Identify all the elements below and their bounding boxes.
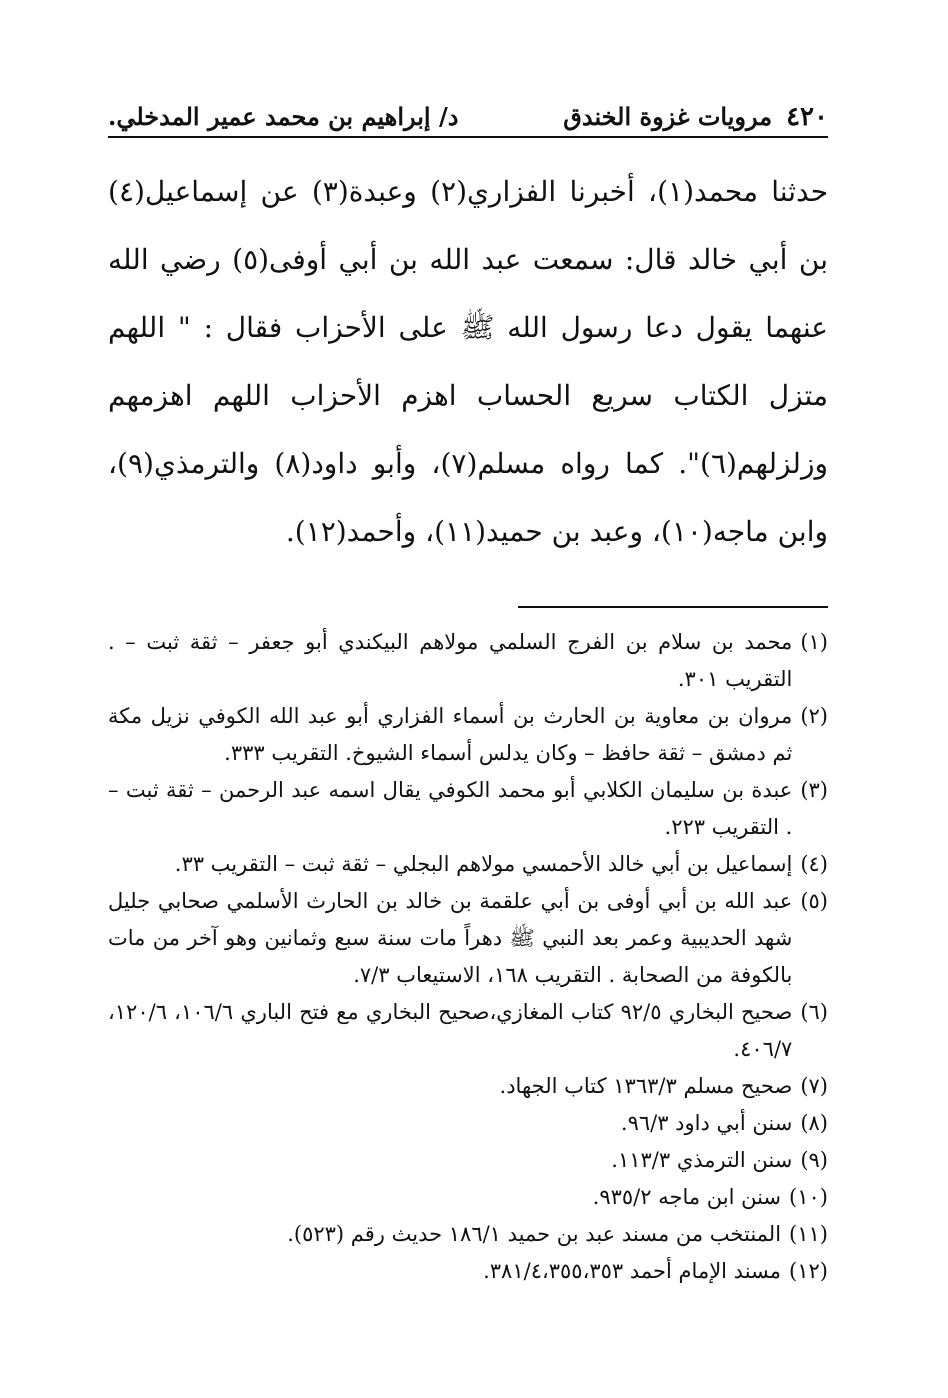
footnote-item	[108, 1253, 828, 1290]
footnote-item	[108, 883, 828, 994]
footnote-item	[108, 698, 828, 772]
main-text: حدثنا محمد(١)، أخبرنا الفزاري(٢) وعبدة(٣) عن إسماعيل(٤) بن أبي خالد قال: سمعت عبد الله بن أبي أوفى(٥) رضي الله عنهما يقول دعا رسول الله ﷺ على الأحزاب فقال : " اللهم متزل الكتاب سريع الحساب اهزم الأحزاب اللهم اهزمهم وزلزلهم(٦)". كما رواه مسلم(٧)، وأبو داود(٨) والترمذي(٩)، وابن ماجه(١٠)، وعبد بن حميد(١١)، وأحمد(١٢).	[108, 175, 829, 548]
footnote-text: مسند الإمام أحمد ٣٨١/٤،٣٥٥،٣٥٣.	[483, 1259, 782, 1283]
footnote-number: (٥)	[800, 889, 828, 913]
page-header	[108, 100, 828, 138]
footnote-item	[108, 624, 828, 698]
footnote-item	[108, 994, 828, 1068]
footnote-number: (١٠)	[789, 1185, 828, 1209]
footnote-number: (١٢)	[789, 1259, 828, 1283]
footnote-text: إسماعيل بن أبي خالد الأحمسي مولاهم البجلي – ثقة ثبت – التقريب ٣٣.	[174, 852, 793, 876]
footnote-number: (٢)	[800, 704, 828, 728]
footnote-number: (٩)	[800, 1148, 828, 1172]
book-title: مرويات غزوة الخندق	[563, 102, 773, 131]
footnote-number: (٨)	[800, 1111, 828, 1135]
footnote-text: عبد الله بن أبي أوفى بن أبي علقمة بن خالد بن الحارث الأسلمي صحابي جليل شهد الحديبية وعمر بعد النبي ﷺ دهراً مات سنة سبع وثمانين وهو آخر من مات بالكوفة من الصحابة . التقريب ١٦٨، الاستيعاب ٧/٣.	[108, 889, 793, 987]
footnote-text: صحيح مسلم ١٣٦٣/٣ كتاب الجهاد.	[499, 1074, 793, 1098]
footnote-item	[108, 772, 828, 846]
footnote-item	[108, 1105, 828, 1142]
footnote-item	[108, 1216, 828, 1253]
footnote-number: (٣)	[800, 778, 828, 802]
footnote-text: محمد بن سلام بن الفرج السلمي مولاهم البيكندي أبو جعفر – ثقة ثبت – . التقريب ٣٠١.	[108, 630, 793, 691]
header-right-group	[563, 100, 828, 134]
footnote-divider	[518, 606, 828, 608]
page-number: ٤٢٠	[786, 102, 828, 132]
footnote-item	[108, 1142, 828, 1179]
footnote-number: (١١)	[789, 1222, 828, 1246]
footnote-item	[108, 1068, 828, 1105]
footnote-number: (٤)	[800, 852, 828, 876]
footnote-number: (٧)	[800, 1074, 828, 1098]
footnote-text: سنن أبي داود ٩٦/٣.	[620, 1111, 793, 1135]
footnote-text: سنن الترمذي ١١٣/٣.	[611, 1148, 793, 1172]
document-page	[108, 100, 828, 1290]
footnote-text: المنتخب من مسند عبد بن حميد ١٨٦/١ حديث رقم (٥٢٣).	[287, 1222, 782, 1246]
footnote-text: عبدة بن سليمان الكلابي أبو محمد الكوفي يقال اسمه عبد الرحمن – ثقة ثبت – . التقريب ٢٢٣.	[108, 778, 793, 839]
footnote-text: صحيح البخاري ٩٢/٥ كتاب المغازي،صحيح البخاري مع فتح الباري ١٠٦/٦، ١٢٠/٦، ٤٠٦/٧.	[108, 1000, 793, 1061]
author-name: د/ إبراهيم بن محمد عمير المدخلي.	[108, 102, 459, 131]
footnote-number: (١)	[800, 630, 828, 654]
footnotes-list	[108, 624, 828, 1290]
footnote-item	[108, 846, 828, 883]
footnote-item	[108, 1179, 828, 1216]
footnote-text: سنن ابن ماجه ٩٣٥/٢.	[592, 1185, 782, 1209]
footnote-text: مروان بن معاوية بن الحارث بن أسماء الفزاري أبو عبد الله الكوفي نزيل مكة ثم دمشق – ثقة حافظ – وكان يدلس أسماء الشيوخ. التقريب ٣٣٣.	[108, 704, 793, 765]
footnote-number: (٦)	[800, 1000, 828, 1024]
